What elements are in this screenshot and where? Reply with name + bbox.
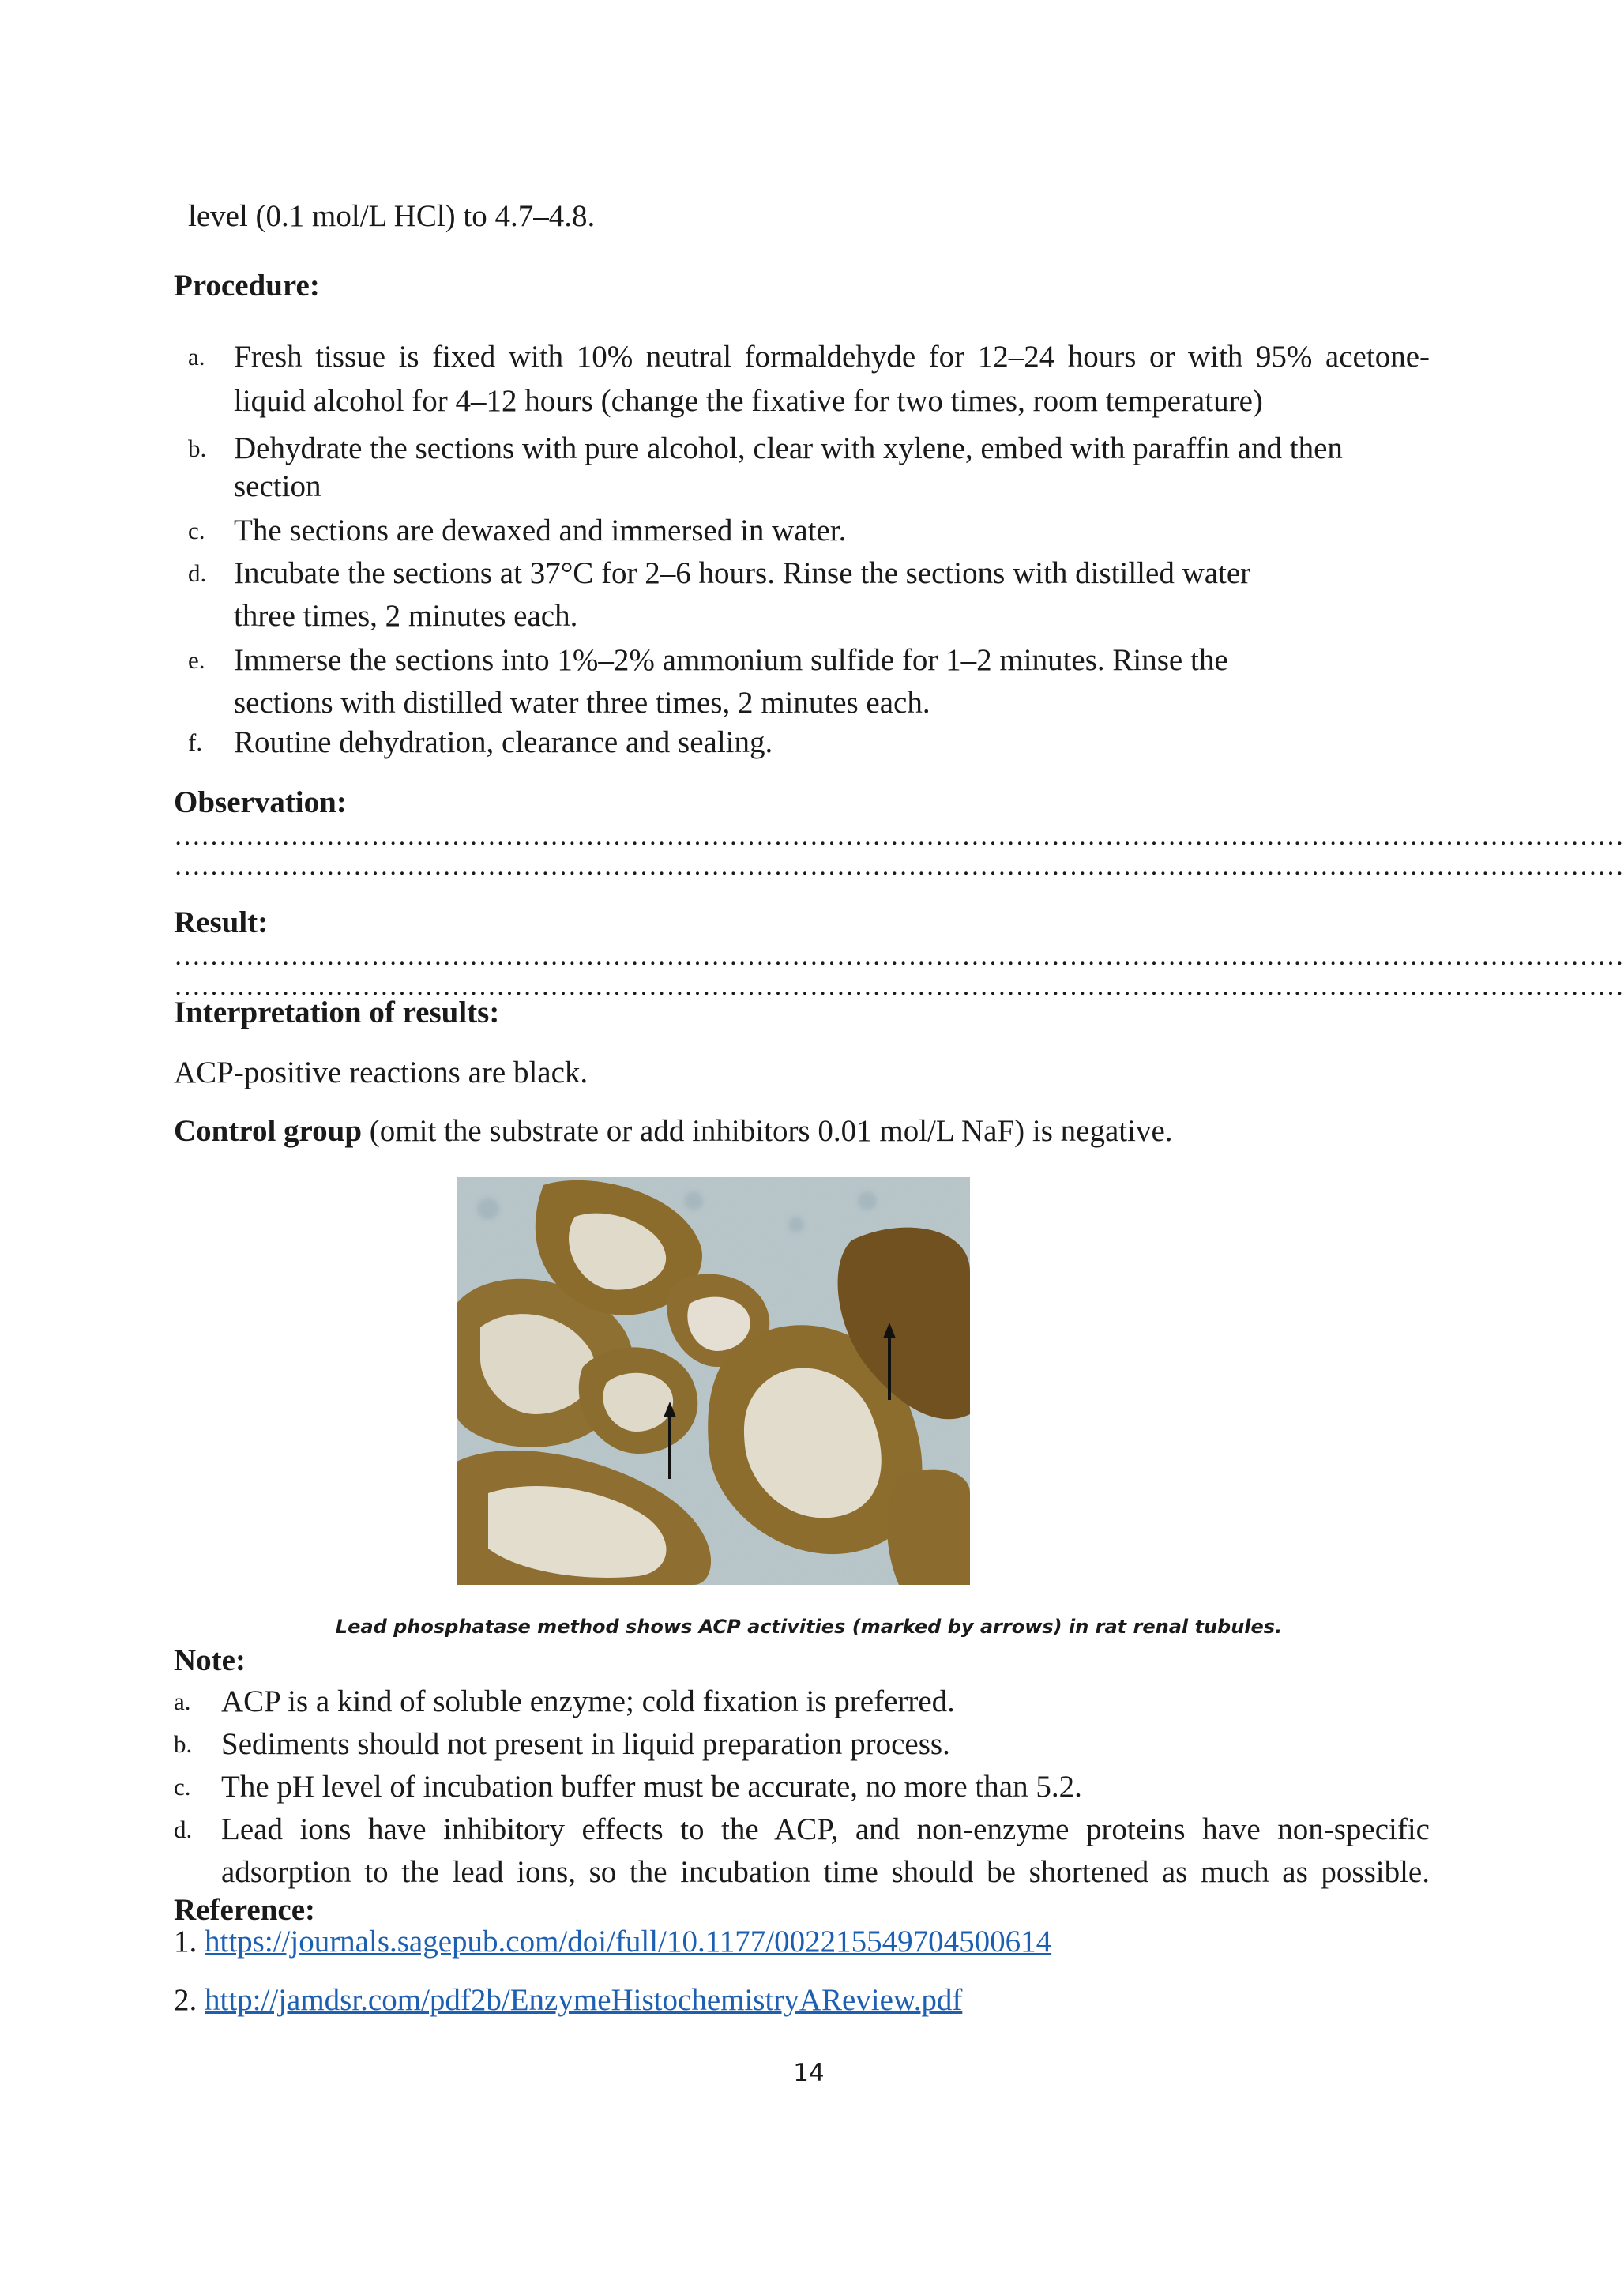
observation-heading: Observation: [174, 785, 347, 819]
procedure-step-c-letter: c. [188, 517, 205, 544]
reference-link-1[interactable]: https://journals.sagepub.com/doi/full/10.1177/002215549704500614 [205, 1925, 1052, 1959]
control-group-line [174, 1112, 1173, 1150]
procedure-step-d-line-1: Incubate the sections at 37°C for 2–6 hours. Rinse the sections with distilled water [234, 556, 1251, 590]
procedure-step-a-line-1: Fresh tissue is fixed with 10% neutral formaldehyde for 12–24 hours or with 95% acetone- [234, 340, 1430, 374]
result-dotted-line-2: ……………………………………………………………………………………………………………………………………………… [174, 972, 1624, 1001]
note-item-c-letter: c. [174, 1773, 191, 1801]
note-item-b-line-1: Sediments should not present in liquid preparation process. [221, 1727, 950, 1761]
procedure-step-e-line-2: sections with distilled water three times, 2 minutes each. [234, 686, 930, 720]
continued-line: level (0.1 mol/L HCl) to 4.7–4.8. [188, 199, 596, 233]
note-item-d-letter: d. [174, 1816, 193, 1843]
observation-dotted-line-1: ……………………………………………………………………………………………………………………………………………… [174, 822, 1624, 851]
procedure-step-b-letter: b. [188, 435, 207, 462]
control-group-text: (omit the substrate or add inhibitors 0.01 mol/L NaF) is negative. [362, 1114, 1173, 1148]
interpretation-text: ACP-positive reactions are black. [174, 1056, 588, 1089]
micrograph-image [457, 1177, 970, 1585]
reference-item-1 [174, 1923, 1051, 1961]
reference-item-2 [174, 1981, 962, 2019]
procedure-step-e-letter: e. [188, 646, 205, 674]
reference-link-2[interactable]: http://jamdsr.com/pdf2b/EnzymeHistochemistryAReview.pdf [205, 1983, 963, 2017]
note-heading: Note: [174, 1643, 246, 1677]
procedure-step-b-line-2: section [234, 469, 321, 503]
page-number: 14 [793, 2059, 825, 2087]
result-dotted-line-1: ……………………………………………………………………………………………………………………………………………… [174, 942, 1624, 971]
note-item-c-line-1: The pH level of incubation buffer must be accurate, no more than 5.2. [221, 1770, 1082, 1804]
procedure-step-a-letter: a. [188, 343, 205, 371]
procedure-step-e-line-1: Immerse the sections into 1%–2% ammonium sulfide for 1–2 minutes. Rinse the [234, 643, 1228, 677]
control-group-label: Control group [174, 1114, 363, 1148]
reference-heading: Reference: [174, 1893, 315, 1927]
note-item-a-line-1: ACP is a kind of soluble enzyme; cold fixation is preferred. [221, 1684, 955, 1718]
result-heading: Result: [174, 905, 269, 939]
reference-item-1-number: 1. [174, 1925, 205, 1959]
procedure-heading: Procedure: [174, 269, 320, 303]
interpretation-heading: Interpretation of results: [174, 995, 500, 1029]
note-item-d-line-2: adsorption to the lead ions, so the incubation time should be shortened as much as possible. [221, 1855, 1430, 1889]
procedure-step-d-letter: d. [188, 559, 207, 587]
note-item-d-line-1: Lead ions have inhibitory effects to the ACP, and non-enzyme proteins have non-specific [221, 1812, 1430, 1846]
procedure-step-a-line-2: liquid alcohol for 4–12 hours (change the fixative for two times, room temperature) [234, 384, 1263, 418]
procedure-step-b-line-1: Dehydrate the sections with pure alcohol, clear with xylene, embed with paraffin and then [234, 431, 1343, 465]
procedure-step-d-line-2: three times, 2 minutes each. [234, 599, 578, 633]
procedure-step-c-line-1: The sections are dewaxed and immersed in water. [234, 514, 847, 548]
procedure-step-f-letter: f. [188, 728, 203, 756]
note-item-b-letter: b. [174, 1730, 193, 1758]
procedure-step-f-line-1: Routine dehydration, clearance and sealing. [234, 725, 773, 759]
figure-caption: Lead phosphatase method shows ACP activities (marked by arrows) in rat renal tubules. [335, 1616, 1283, 1638]
observation-dotted-line-2: ……………………………………………………………………………………………………………………………………………… [174, 852, 1624, 881]
note-item-a-letter: a. [174, 1688, 191, 1715]
reference-item-2-number: 2. [174, 1983, 205, 2017]
